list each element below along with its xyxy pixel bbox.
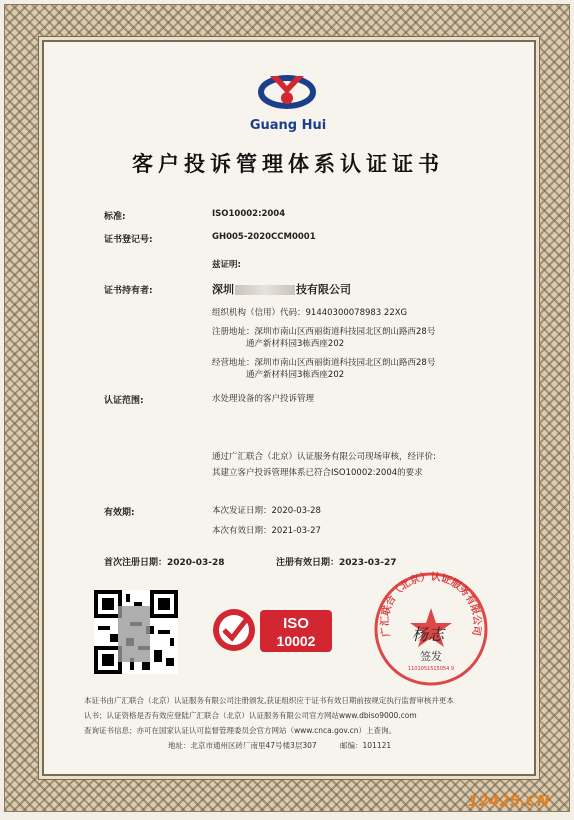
official-seal-icon bbox=[372, 570, 490, 688]
holder-name bbox=[212, 281, 351, 297]
reg-address-line1: 注册地址：深圳市南山区西丽街道科技园北区朗山路西28号 bbox=[212, 327, 436, 337]
signature: 杨志 bbox=[412, 625, 445, 644]
footer-line3: 查询证书信息；亦可在国家认证认可监督管理委员会官方网站（www.cnca.gov.cn）上查询。 bbox=[84, 726, 397, 735]
org-code: 组织机构（信用）代码：91440300078983 22XG bbox=[212, 308, 408, 318]
biz-address-line2: 通产新材料园3栋西座202 bbox=[246, 370, 345, 380]
scope-value: 水处理设备的客户投诉管理 bbox=[212, 394, 315, 404]
first-reg-date: 首次注册日期：2020-03-28 bbox=[104, 558, 225, 568]
issue-date: 本次发证日期：2020-03-28 bbox=[212, 506, 321, 516]
iso-badge-line1: ISO bbox=[283, 615, 309, 632]
footer-line2: 认书；认证资格是否有效应登陆广汇联合（北京）认证服务有限公司官方网站www.dbiso9000.com bbox=[84, 711, 417, 720]
seal-number: 1101051515054 9 bbox=[407, 666, 455, 672]
brand-name: Guang Hui bbox=[249, 118, 327, 133]
cert-no-value: GH005-2020CCM0001 bbox=[212, 232, 316, 242]
footer-address: 地址：北京市通州区砖厂南里47号楼3层307 bbox=[168, 741, 317, 750]
redacted-blur bbox=[235, 285, 295, 295]
standard-label: 标准: bbox=[104, 212, 126, 222]
iso-badge-line2: 10002 bbox=[276, 633, 316, 649]
certification-badge-icon bbox=[212, 600, 336, 660]
footer-zip: 邮编：101121 bbox=[340, 741, 392, 750]
standard-value: ISO10002:2004 bbox=[212, 209, 286, 219]
certificate-title: 客户投诉管理体系认证证书 bbox=[132, 152, 444, 176]
hereby-text: 兹证明: bbox=[212, 260, 241, 270]
validity-label: 有效期: bbox=[104, 508, 135, 518]
qr-code-icon bbox=[94, 590, 178, 674]
holder-name-suffix: 技有限公司 bbox=[296, 283, 351, 296]
cert-no-label: 证书登记号: bbox=[104, 235, 153, 245]
statement-line2: 其建立客户投诉管理体系已符合ISO10002:2004的要求 bbox=[212, 468, 423, 478]
footer-line1: 本证书由广汇联合（北京）认证服务有限公司注册颁发,获证组织应于证书有效日期前按规定执行监督审核并更本 bbox=[84, 696, 454, 705]
statement-line1: 通过广汇联合（北京）认证服务有限公司现场审核，经评价: bbox=[212, 452, 436, 462]
reg-address-line2: 通产新材料园3栋西座202 bbox=[246, 339, 345, 349]
seal-ring-text: 广汇联合（北京）认证服务有限公司 bbox=[379, 571, 483, 638]
seal-sign-label: 签发 bbox=[420, 650, 442, 663]
expire-date: 本次有效日期：2021-03-27 bbox=[212, 526, 321, 536]
holder-name-prefix: 深圳 bbox=[212, 283, 234, 296]
reg-valid-date: 注册有效日期：2023-03-27 bbox=[276, 558, 397, 568]
watermark: 12425.CN bbox=[468, 792, 550, 810]
scope-label: 认证范围: bbox=[104, 396, 144, 406]
biz-address-line1: 经营地址：深圳市南山区西丽街道科技园北区朗山路西28号 bbox=[212, 358, 436, 368]
holder-label: 证书持有者: bbox=[104, 286, 153, 296]
guang-hui-logo-icon bbox=[256, 68, 318, 116]
